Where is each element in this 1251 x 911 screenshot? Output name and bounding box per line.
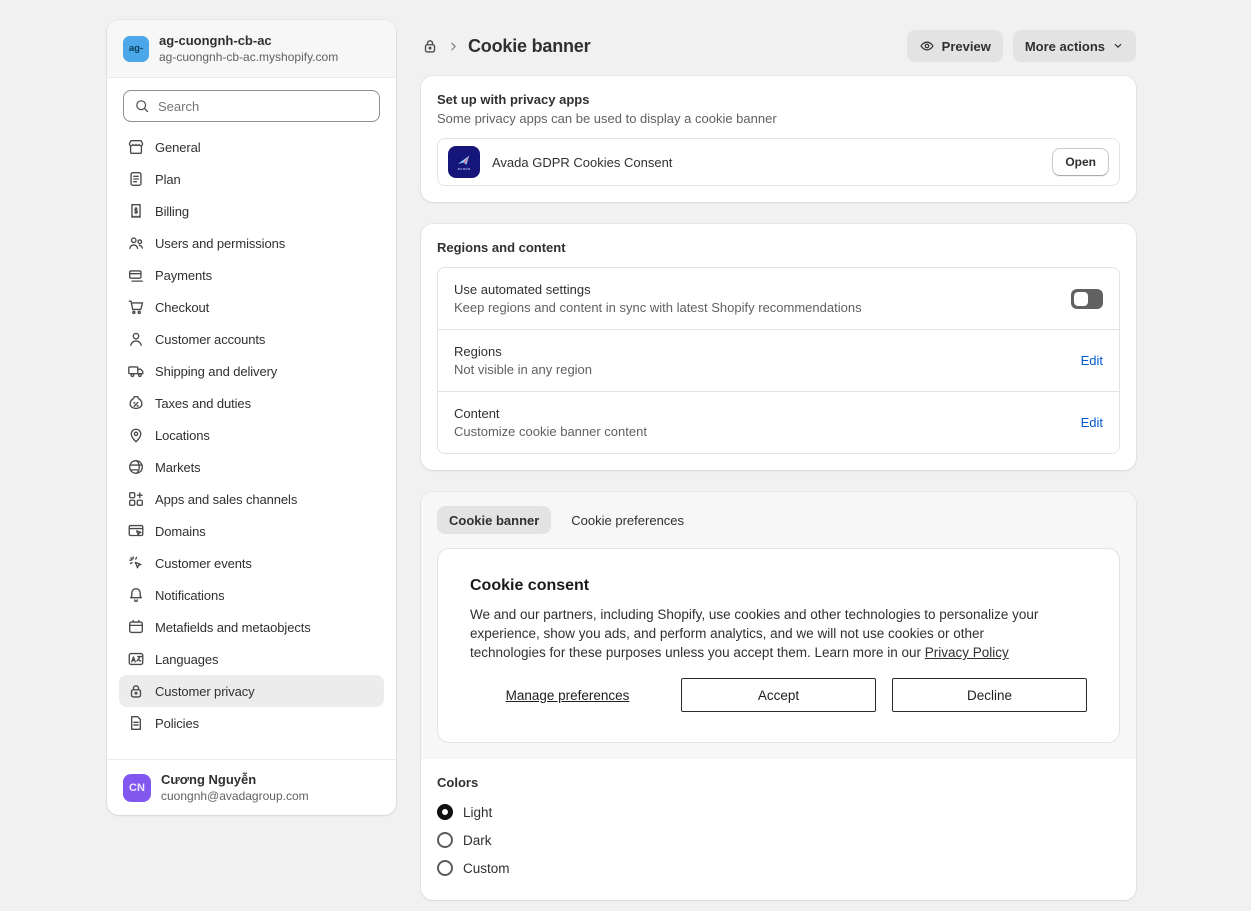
location-pin-icon: [127, 426, 145, 444]
user-avatar: CN: [123, 774, 151, 802]
regions-card-title: Regions and content: [437, 240, 566, 255]
globe-icon: [127, 458, 145, 476]
color-option-light[interactable]: Light: [437, 804, 1120, 820]
privacy-app-row: [437, 138, 1120, 186]
privacy-app-name: Avada GDPR Cookies Consent: [492, 154, 673, 170]
automated-settings-title: Use automated settings: [454, 282, 591, 297]
store-domain: ag-cuongnh-cb-ac.myshopify.com: [159, 50, 339, 64]
store-name: ag-cuongnh-cb-ac: [159, 33, 272, 48]
chevron-down-icon: [1112, 40, 1124, 52]
sidebar-item-payments[interactable]: Payments: [119, 259, 384, 291]
sidebar-item-policies[interactable]: Policies: [119, 707, 384, 739]
search-icon: [134, 98, 150, 114]
sidebar-item-metafields-and-metaobjects[interactable]: Metafields and metaobjects: [119, 611, 384, 643]
domains-icon: [127, 522, 145, 540]
truck-icon: [127, 362, 145, 380]
tab-cookie-preferences[interactable]: Cookie preferences: [571, 512, 685, 528]
regions-row-subtitle: Not visible in any region: [454, 362, 593, 377]
cookie-consent-preview: [437, 548, 1120, 743]
content-row-subtitle: Customize cookie banner content: [454, 424, 647, 439]
sidebar-item-markets[interactable]: Markets: [119, 451, 384, 483]
regions-content-card: [421, 224, 1136, 470]
banner-tabs: [437, 506, 1120, 534]
sidebar-item-general[interactable]: General: [119, 131, 384, 163]
manage-preferences-link[interactable]: Manage preferences: [505, 687, 630, 703]
colors-section: [421, 759, 1136, 900]
cart-icon: [127, 298, 145, 316]
content-edit-link[interactable]: Edit: [1080, 415, 1103, 430]
users-icon: [127, 234, 145, 252]
store-avatar: ag-: [123, 36, 149, 62]
sidebar-item-apps-and-sales-channels[interactable]: Apps and sales channels: [119, 483, 384, 515]
content-row: [438, 391, 1119, 453]
automated-settings-toggle[interactable]: [1071, 289, 1103, 309]
radio-icon: [437, 860, 453, 876]
search-input[interactable]: [158, 99, 369, 114]
radio-icon: [437, 804, 453, 820]
consent-body: We and our partners, including Shopify, use cookies and other technologies to personalize your experience, show you ads, and perform analytics, and we will not use cookies or other technologies for these purposes unless you accept them. Learn more in our Privacy Policy: [470, 607, 1039, 660]
main-content: [421, 0, 1136, 900]
sidebar-item-users-and-permissions[interactable]: Users and permissions: [119, 227, 384, 259]
sidebar-item-customer-accounts[interactable]: Customer accounts: [119, 323, 384, 355]
lock-icon: [127, 682, 145, 700]
privacy-apps-subtitle: Some privacy apps can be used to display a cookie banner: [437, 111, 777, 126]
privacy-apps-card: [421, 76, 1136, 202]
money-bag-icon: [127, 394, 145, 412]
search-box[interactable]: [123, 90, 380, 122]
automated-settings-row: [438, 268, 1119, 329]
content-row-title: Content: [454, 406, 500, 421]
eye-icon: [919, 38, 935, 54]
sidebar-item-domains[interactable]: Domains: [119, 515, 384, 547]
chevron-right-icon: [447, 40, 460, 53]
sidebar-item-customer-privacy[interactable]: Customer privacy: [119, 675, 384, 707]
page-header: [421, 30, 1136, 62]
sidebar-item-languages[interactable]: Languages: [119, 643, 384, 675]
regions-edit-link[interactable]: Edit: [1080, 353, 1103, 368]
sidebar-item-customer-events[interactable]: Customer events: [119, 547, 384, 579]
person-icon: [127, 330, 145, 348]
colors-title: Colors: [437, 775, 479, 790]
user-name: Cương Nguyễn: [161, 772, 257, 787]
sidebar-item-shipping-and-delivery[interactable]: Shipping and delivery: [119, 355, 384, 387]
apps-grid-icon: [127, 490, 145, 508]
tab-cookie-banner[interactable]: Cookie banner: [437, 506, 551, 534]
sidebar-item-billing[interactable]: Billing: [119, 195, 384, 227]
preview-button[interactable]: Preview: [907, 30, 1003, 62]
consent-heading: Cookie consent: [470, 577, 590, 594]
more-actions-button[interactable]: More actions: [1013, 30, 1136, 62]
store-icon: [127, 138, 145, 156]
sidebar-item-notifications[interactable]: Notifications: [119, 579, 384, 611]
color-option-dark[interactable]: Dark: [437, 832, 1120, 848]
privacy-apps-title: Set up with privacy apps: [437, 92, 590, 107]
sidebar-item-taxes-and-duties[interactable]: Taxes and duties: [119, 387, 384, 419]
accept-button[interactable]: Accept: [681, 678, 876, 712]
translate-icon: [127, 650, 145, 668]
avada-app-icon: avada: [448, 146, 480, 178]
lock-icon: [421, 37, 439, 55]
page-title: Cookie banner: [468, 35, 591, 56]
sidebar-item-checkout[interactable]: Checkout: [119, 291, 384, 323]
sidebar-item-plan[interactable]: Plan: [119, 163, 384, 195]
payments-icon: [127, 266, 145, 284]
regions-row: [438, 329, 1119, 391]
regions-row-title: Regions: [454, 344, 502, 359]
plan-icon: [127, 170, 145, 188]
settings-sidebar: [107, 20, 396, 815]
color-option-custom[interactable]: Custom: [437, 860, 1120, 876]
automated-settings-subtitle: Keep regions and content in sync with latest Shopify recommendations: [454, 300, 862, 315]
radio-icon: [437, 832, 453, 848]
sidebar-item-locations[interactable]: Locations: [119, 419, 384, 451]
decline-button[interactable]: Decline: [892, 678, 1087, 712]
user-email: cuongnh@avadagroup.com: [161, 789, 309, 803]
bell-icon: [127, 586, 145, 604]
open-app-button[interactable]: Open: [1052, 148, 1109, 176]
document-icon: [127, 714, 145, 732]
user-footer[interactable]: [107, 759, 396, 815]
cookie-banner-card: [421, 492, 1136, 900]
store-header[interactable]: [107, 20, 396, 78]
sidebar-nav: [107, 127, 396, 745]
color-options: [437, 804, 1120, 876]
metafields-icon: [127, 618, 145, 636]
cursor-spark-icon: [127, 554, 145, 572]
privacy-policy-link[interactable]: Privacy Policy: [924, 645, 1009, 660]
billing-icon: [127, 202, 145, 220]
